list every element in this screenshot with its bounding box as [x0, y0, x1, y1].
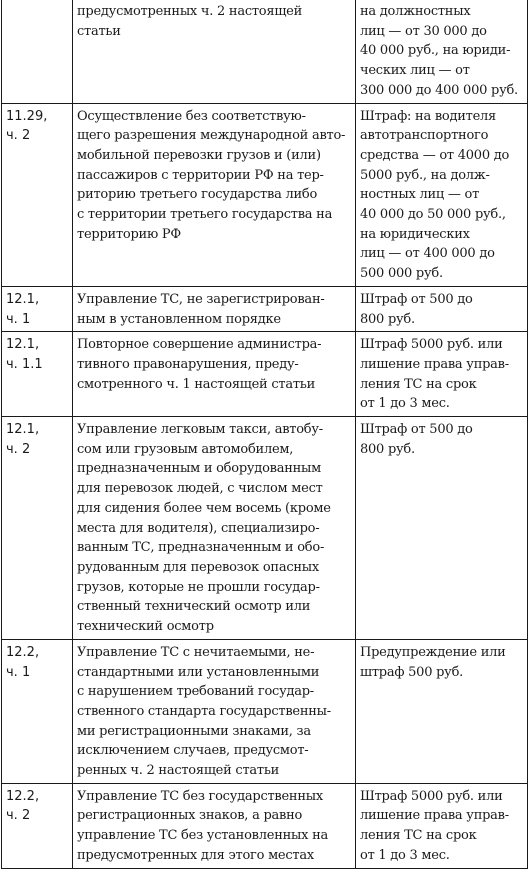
- article-cell: [2, 0, 73, 103]
- text-line: Штраф 5000 руб. или: [360, 788, 503, 804]
- text-line: места для водителя), специализиро-: [77, 520, 320, 536]
- penalties-table-body: [2, 0, 528, 868]
- text-line: ным в установленном порядке: [77, 311, 281, 327]
- article-number: [6, 335, 68, 374]
- table-row: [2, 332, 528, 417]
- text-line: ренных ч. 2 настоящей статьи: [77, 763, 280, 779]
- text-line: предусмотренных для этого местах: [77, 847, 314, 863]
- penalties-table: [1, 0, 528, 869]
- text-line: 300 000 до 400 000 руб.: [360, 82, 518, 98]
- text-line: Управление легковым такси, автобу-: [77, 422, 323, 438]
- article-part: ч. 1: [6, 311, 31, 327]
- article-section: 12.2,: [6, 644, 40, 660]
- article-number: [6, 787, 68, 826]
- text-line: технический осмотр: [77, 619, 214, 635]
- penalty-cell: [356, 286, 528, 331]
- article-cell: [2, 103, 73, 286]
- text-line: 5000 руб., на долж-: [360, 167, 490, 183]
- text-line: ственного стандарта государственны-: [77, 703, 331, 719]
- text-line: ностных лиц — от: [360, 187, 480, 203]
- text-line: ственный технический осмотр или: [77, 599, 311, 615]
- article-cell: [2, 639, 73, 783]
- text-line: Управление ТС без государственных: [77, 788, 323, 804]
- table-row: [2, 286, 528, 331]
- penalty-description: [360, 335, 523, 414]
- text-line: Управление ТС с нечитаемыми, не-: [77, 644, 315, 660]
- table-row: [2, 103, 528, 286]
- text-line: предусмотренных ч. 2 настоящей: [77, 4, 303, 19]
- text-line: с территории третьего государства на: [77, 207, 333, 223]
- text-line: ческих лиц — от: [360, 63, 470, 79]
- penalty-cell: [356, 783, 528, 868]
- text-line: исключением случаев, предусмот-: [77, 743, 309, 759]
- penalty-description: [360, 420, 523, 459]
- article-number: [6, 107, 68, 146]
- article-number: [6, 643, 68, 682]
- text-line: 40 000 руб., на юриди-: [360, 43, 511, 59]
- text-line: территорию РФ: [77, 226, 181, 242]
- text-line: стандартными или установленными: [77, 664, 320, 680]
- text-line: мобильной перевозки грузов и (или): [77, 147, 321, 163]
- table-row: [2, 639, 528, 783]
- offence-description: [77, 335, 351, 394]
- text-line: от 1 до 3 мес.: [360, 847, 450, 863]
- text-line: управление ТС без установленных на: [77, 828, 328, 844]
- text-line: риторию третьего государства либо: [77, 187, 318, 203]
- text-line: штраф 500 руб.: [360, 664, 464, 680]
- offence-cell: [73, 332, 356, 417]
- text-line: Повторное совершение администра-: [77, 337, 322, 353]
- text-line: Штраф 5000 руб. или: [360, 337, 503, 353]
- text-line: с нарушением требований государ-: [77, 684, 314, 700]
- article-part: ч. 2: [6, 441, 31, 457]
- text-line: лишение права управ-: [360, 356, 509, 372]
- text-line: ванным ТС, предназначенным и обо-: [77, 540, 325, 556]
- article-section: 12.1,: [6, 422, 40, 438]
- offence-cell: [73, 639, 356, 783]
- article-part: ч. 1.1: [6, 356, 43, 372]
- penalty-description: [360, 643, 523, 682]
- table-row: [2, 417, 528, 640]
- penalty-cell: [356, 103, 528, 286]
- text-line: предназначенным и оборудованным: [77, 461, 321, 477]
- text-line: лиц — от 400 000 до: [360, 246, 495, 262]
- text-line: 500 000 руб.: [360, 266, 443, 282]
- text-line: Предупреждение или: [360, 644, 506, 660]
- offence-description: [77, 107, 351, 245]
- article-part: ч. 2: [6, 808, 31, 824]
- text-line: щего разрешения международной авто-: [77, 128, 346, 144]
- text-line: автотранспортного: [360, 128, 489, 144]
- text-line: Осуществление без соответствую-: [77, 108, 306, 124]
- offence-cell: [73, 0, 356, 103]
- article-section: 11.29,: [6, 108, 48, 124]
- article-section: 12.1,: [6, 291, 40, 307]
- article-part: ч. 2: [6, 128, 31, 144]
- article-number: [6, 290, 68, 329]
- article-cell: [2, 783, 73, 868]
- text-line: грузов, которые не прошли государ-: [77, 579, 320, 595]
- penalty-description: [360, 787, 523, 866]
- article-section: 12.2,: [6, 788, 40, 804]
- offence-description: [77, 787, 351, 866]
- offence-cell: [73, 286, 356, 331]
- article-part: ч. 1: [6, 664, 31, 680]
- offence-description: [77, 290, 351, 329]
- text-line: на должностных: [360, 4, 471, 19]
- offence-cell: [73, 417, 356, 640]
- text-line: 800 руб.: [360, 311, 415, 327]
- text-line: лишение права управ-: [360, 808, 509, 824]
- text-line: 40 000 до 50 000 руб.,: [360, 207, 506, 223]
- text-line: статьи: [77, 23, 121, 39]
- penalty-cell: [356, 0, 528, 103]
- article-section: 12.1,: [6, 337, 40, 353]
- text-line: для сидения более чем восемь (кроме: [77, 500, 331, 516]
- text-line: ми регистрационными знаками, за: [77, 723, 311, 739]
- table-row: [2, 783, 528, 868]
- text-line: на юридических: [360, 226, 470, 242]
- text-line: от 1 до 3 мес.: [360, 396, 450, 412]
- text-line: регистрационных знаков, а равно: [77, 808, 303, 824]
- penalty-description: [360, 107, 523, 284]
- text-line: для перевозок людей, с числом мест: [77, 481, 323, 497]
- penalty-description: [360, 290, 523, 329]
- text-line: рудованным для перевозок опасных: [77, 559, 319, 575]
- offence-cell: [73, 783, 356, 868]
- text-line: Штраф: на водителя: [360, 108, 496, 124]
- offence-cell: [73, 103, 356, 286]
- text-line: ления ТС на срок: [360, 376, 477, 392]
- offence-description: [77, 643, 351, 781]
- text-line: тивного правонарушения, преду-: [77, 356, 299, 372]
- article-cell: [2, 286, 73, 331]
- offence-description: [77, 420, 351, 637]
- text-line: 800 руб.: [360, 441, 415, 457]
- text-line: смотренного ч. 1 настоящей статьи: [77, 376, 316, 392]
- penalty-description: [360, 2, 523, 101]
- table-row: [2, 0, 528, 103]
- text-line: ления ТС на срок: [360, 828, 477, 844]
- text-line: Штраф от 500 до: [360, 422, 473, 438]
- text-line: Управление ТС, не зарегистрирован-: [77, 291, 325, 307]
- penalty-cell: [356, 639, 528, 783]
- penalty-cell: [356, 417, 528, 640]
- article-cell: [2, 332, 73, 417]
- text-line: пассажиров с территории РФ на тер-: [77, 167, 324, 183]
- article-number: [6, 420, 68, 459]
- offence-description: [77, 2, 351, 41]
- text-line: средства — от 4000 до: [360, 147, 510, 163]
- article-cell: [2, 417, 73, 640]
- text-line: сом или грузовым автомобилем,: [77, 441, 294, 457]
- text-line: Штраф от 500 до: [360, 291, 473, 307]
- penalty-cell: [356, 332, 528, 417]
- text-line: лиц — от 30 000 до: [360, 23, 487, 39]
